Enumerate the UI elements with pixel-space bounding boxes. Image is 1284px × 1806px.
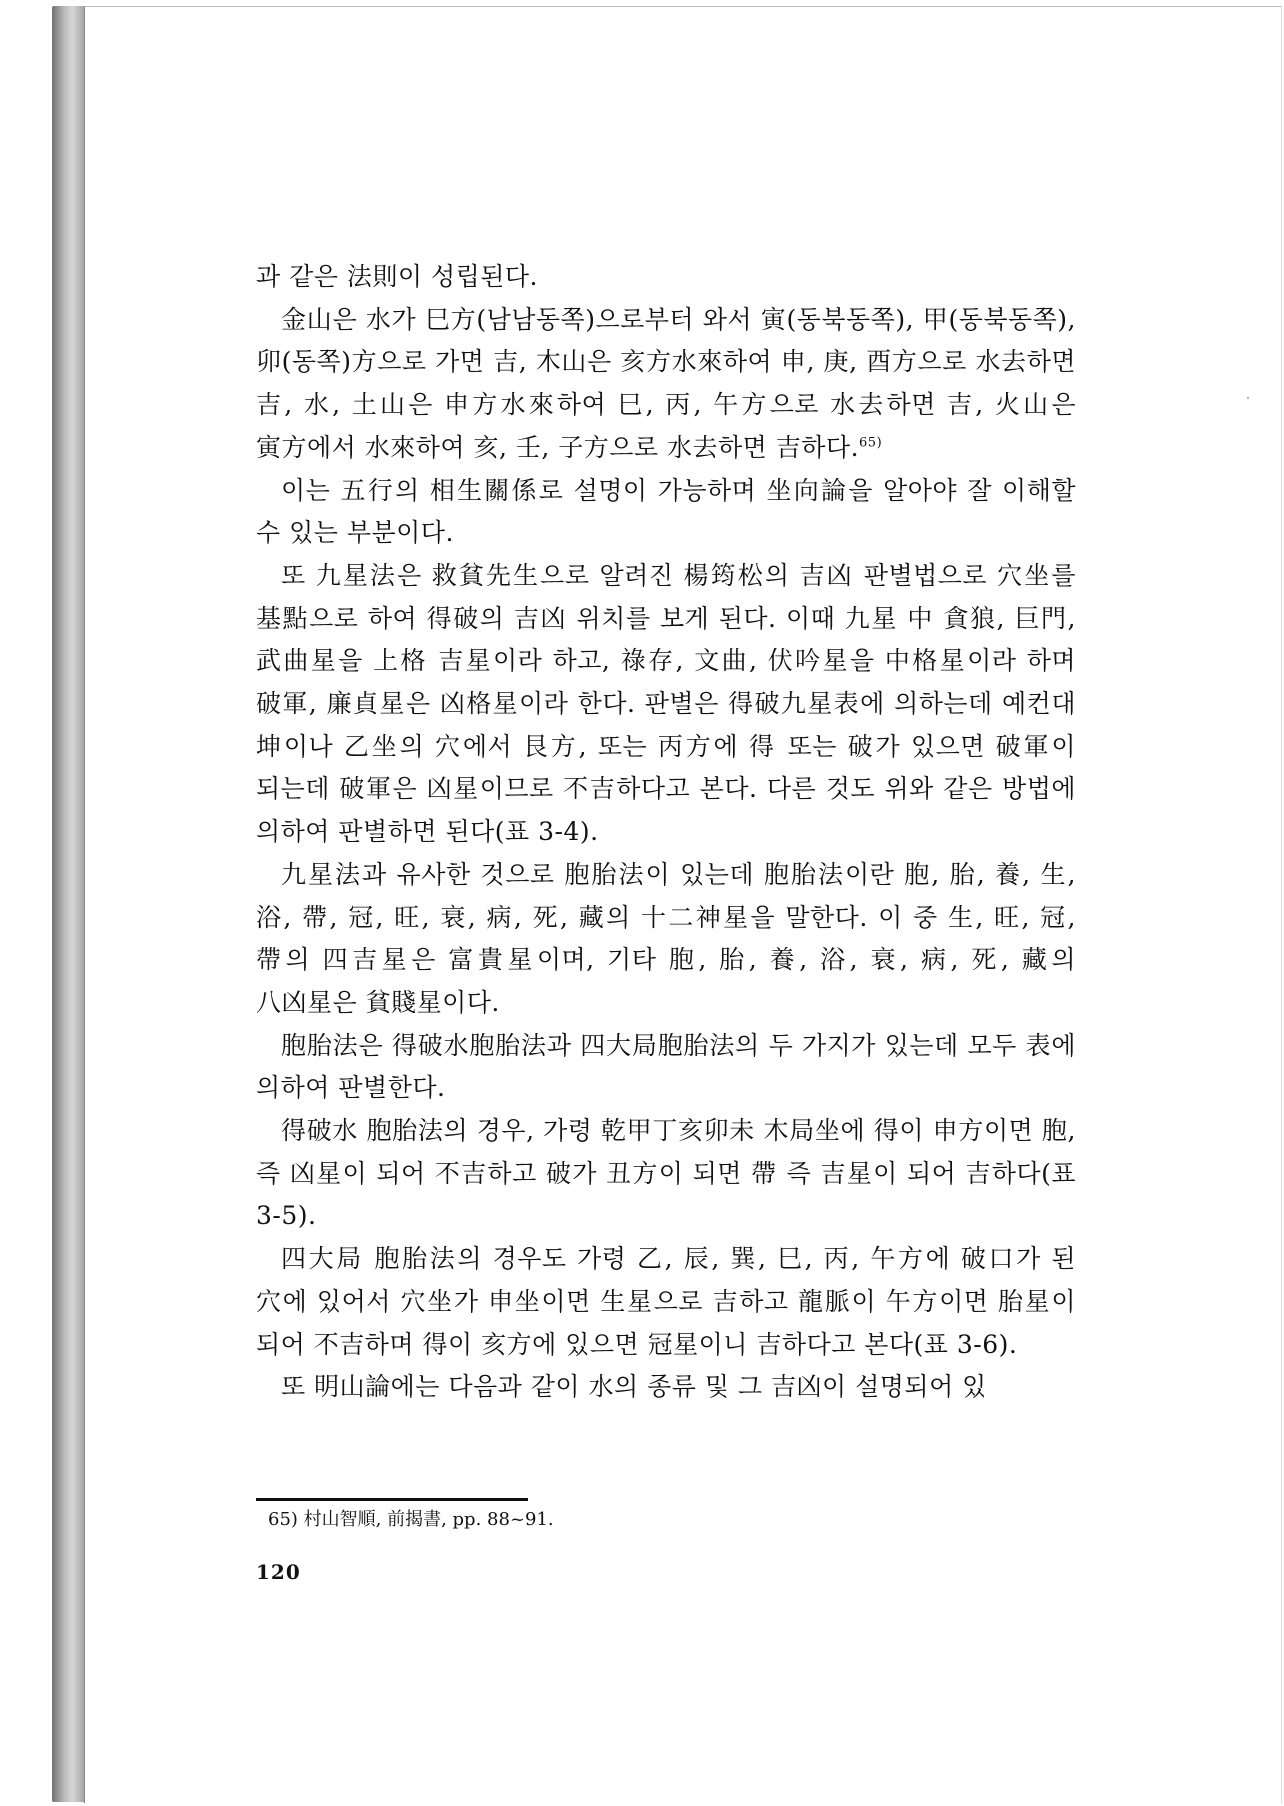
book-edge-left <box>52 6 86 1802</box>
paragraph-6 <box>256 1025 1076 1110</box>
footnote-reference[interactable]: 65) <box>859 435 883 451</box>
paragraph-5 <box>256 854 1076 1025</box>
paragraph-4 <box>256 555 1076 854</box>
paragraph-7-text: 得破水 胞胎法의 경우, 가령 乾甲丁亥卯未 木局坐에 得이 申方이면 胞, 즉 凶星이 되어 不吉하고 破가 丑方이 되면 帶 즉 吉星이 되어 吉하다(표 3-5). <box>256 1116 1076 1231</box>
paragraph-2-text: 金山은 水가 巳方(남남동쪽)으로부터 와서 寅(동북동쪽), 甲(동북동쪽), 卯(동쪽)方으로 가면 吉, 木山은 亥方水來하여 申, 庚, 酉方으로 水去하면 吉, 水, 土山은 申方水來하여 巳, 丙, 午方으로 水去하면 吉, 火山은 寅方에서 水來하여 亥, 壬, 子方으로 水去하면 吉하다. <box>256 304 1076 462</box>
paper-speck <box>1247 397 1249 399</box>
paragraph-5-text: 九星法과 유사한 것으로 胞胎法이 있는데 胞胎法이란 胞, 胎, 養, 生, 浴, 帶, 冠, 旺, 衰, 病, 死, 藏의 十二神星을 말한다. 이 중 生, 旺, 冠, 帶의 四吉星은 富貴星이며, 기타 胞, 胎, 養, 浴, 衰, 病, 死, 藏의 八凶星은 貧賤星이다. <box>256 859 1076 1017</box>
paragraph-3-text: 이는 五行의 相生關係로 설명이 가능하며 坐向論을 알아야 잘 이해할 수 있는 부분이다. <box>256 475 1076 548</box>
body-text <box>256 256 1076 1409</box>
paragraph-3 <box>256 470 1076 555</box>
paragraph-1-text: 과 같은 法則이 성립된다. <box>256 262 538 291</box>
paragraph-4-text: 또 九星法은 救貧先生으로 알려진 楊筠松의 吉凶 판별법으로 穴坐를 基點으로 하여 得破의 吉凶 위치를 보게 된다. 이때 九星 中 貪狼, 巨門, 武曲星을 上格 吉星이라 하고, 祿存, 文曲, 伏吟星을 中格星이라 하며 破軍, 廉貞星은 凶格星이라 한다. 판별은 得破九星表에 의하는데 예컨대 坤이나 乙坐의 穴에서 艮方, 또는 丙方에 得 또는 破가 있으면 破軍이 되는데 破軍은 凶星이므로 不吉하다고 본다. 다른 것도 위와 같은 방법에 의하여 판별하면 된다(표 3-4). <box>256 560 1076 847</box>
paragraph-8-text: 四大局 胞胎法의 경우도 가령 乙, 辰, 巽, 巳, 丙, 午方에 破口가 된 穴에 있어서 穴坐가 申坐이면 生星으로 吉하고 龍脈이 午方이면 胎星이 되어 不吉하며 得이 亥方에 있으면 冠星이니 吉하다고 본다(표 3-6). <box>256 1244 1076 1359</box>
footnote: 65) 村山智順, 前揭書, pp. 88~91. <box>268 1509 554 1530</box>
page-number: 120 <box>256 1560 301 1584</box>
paragraph-7 <box>256 1110 1076 1238</box>
paragraph-9 <box>256 1366 1076 1409</box>
paragraph-8 <box>256 1238 1076 1366</box>
paragraph-1 <box>256 256 1076 299</box>
paragraph-6-text: 胞胎法은 得破水胞胎法과 四大局胞胎法의 두 가지가 있는데 모두 表에 의하여 판별한다. <box>256 1030 1076 1103</box>
footnote-divider <box>256 1498 528 1501</box>
paragraph-9-text: 또 明山論에는 다음과 같이 水의 종류 및 그 吉凶이 설명되어 있 <box>281 1372 987 1402</box>
paragraph-2 <box>256 299 1076 470</box>
